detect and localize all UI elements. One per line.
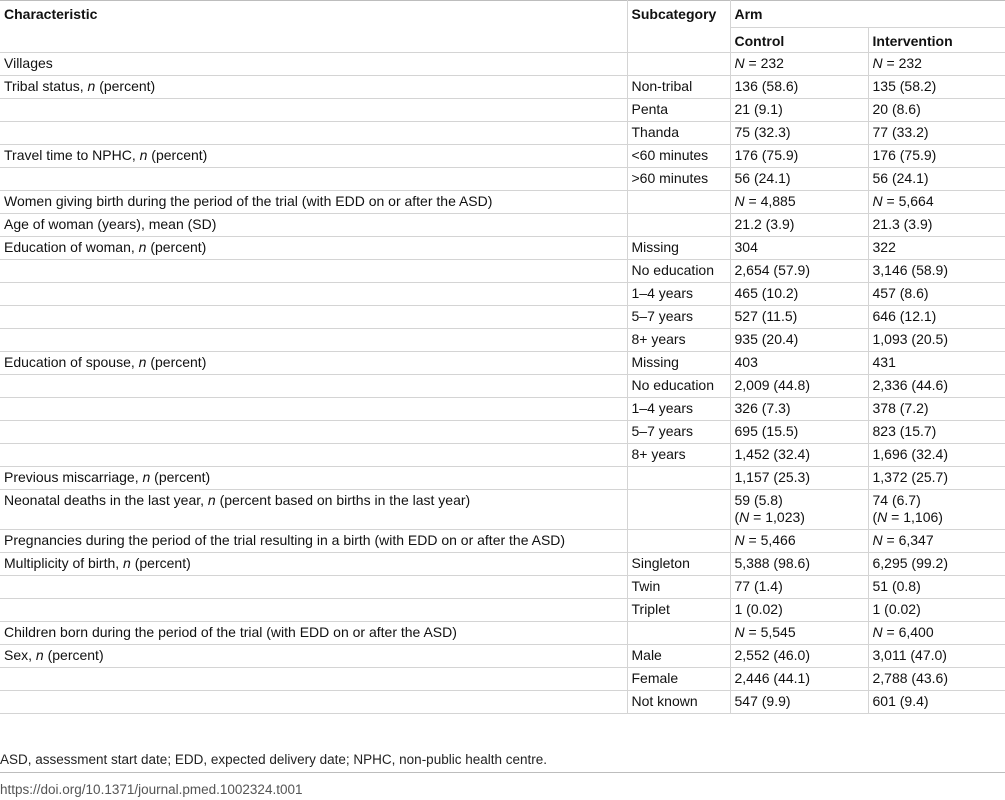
control-cell xyxy=(730,691,868,714)
control-cell xyxy=(730,622,868,645)
intervention-value: N = 232 xyxy=(872,55,922,71)
control-cell xyxy=(730,421,868,444)
characteristic-label: Sex, xyxy=(4,647,36,663)
control-cell xyxy=(730,398,868,421)
intervention-value: 378 (7.2) xyxy=(872,400,929,416)
characteristic-cell xyxy=(0,352,627,375)
control-cell xyxy=(730,260,868,283)
characteristic-cell xyxy=(0,53,627,76)
characteristic-cell xyxy=(0,444,627,467)
control-value: 1,157 (25.3) xyxy=(734,469,810,485)
characteristic-cell xyxy=(0,398,627,421)
subcategory-cell: >60 minutes xyxy=(627,168,730,191)
control-cell xyxy=(730,237,868,260)
subcategory-cell: Thanda xyxy=(627,122,730,145)
characteristic-label-tail: (percent) xyxy=(147,147,208,163)
header-arm: Arm xyxy=(730,1,1005,28)
section-row xyxy=(0,622,1005,645)
characteristic-cell xyxy=(0,622,627,645)
table-row xyxy=(0,306,1005,329)
table-row xyxy=(0,467,1005,490)
footer-divider xyxy=(0,772,1005,773)
characteristic-label: Tribal status, xyxy=(4,78,88,94)
table-row xyxy=(0,553,1005,576)
intervention-cell xyxy=(868,329,1005,352)
subcategory-cell xyxy=(627,214,730,237)
intervention-cell xyxy=(868,375,1005,398)
table-row xyxy=(0,214,1005,237)
control-value: N = 232 xyxy=(734,55,784,71)
control-value-denominator: (N = 1,023) xyxy=(734,509,805,525)
control-cell xyxy=(730,444,868,467)
characteristic-label-tail: (percent) xyxy=(95,78,156,94)
intervention-cell xyxy=(868,306,1005,329)
table-row xyxy=(0,168,1005,191)
intervention-cell xyxy=(868,622,1005,645)
intervention-cell xyxy=(868,283,1005,306)
table-row xyxy=(0,691,1005,714)
characteristic-cell xyxy=(0,421,627,444)
control-value: 304 xyxy=(734,239,758,255)
characteristic-cell xyxy=(0,329,627,352)
characteristic-n-symbol: n xyxy=(87,78,96,94)
characteristic-label: Women giving birth during the period of the trial (with EDD on or after the ASD) xyxy=(4,193,493,209)
intervention-cell xyxy=(868,260,1005,283)
header-characteristic: Characteristic xyxy=(0,1,627,53)
intervention-value: 2,336 (44.6) xyxy=(872,377,948,393)
control-value: 547 (9.9) xyxy=(734,693,791,709)
intervention-value: 176 (75.9) xyxy=(872,147,937,163)
control-value: 2,552 (46.0) xyxy=(734,647,810,663)
subcategory-cell: Twin xyxy=(627,576,730,599)
control-cell xyxy=(730,645,868,668)
characteristic-cell xyxy=(0,214,627,237)
characteristic-n-symbol: n xyxy=(138,239,147,255)
table-row xyxy=(0,668,1005,691)
intervention-value: 322 xyxy=(872,239,896,255)
control-cell xyxy=(730,145,868,168)
control-value: 75 (32.3) xyxy=(734,124,791,140)
control-cell xyxy=(730,306,868,329)
intervention-value: 3,011 (47.0) xyxy=(872,647,947,663)
control-value: 695 (15.5) xyxy=(734,423,799,439)
intervention-cell xyxy=(868,530,1005,553)
intervention-value: 1 (0.02) xyxy=(872,601,921,617)
control-value: 21.2 (3.9) xyxy=(734,216,795,232)
control-value: 1 (0.02) xyxy=(734,601,783,617)
control-cell xyxy=(730,490,868,530)
header-control: Control xyxy=(730,28,868,53)
subcategory-cell: No education xyxy=(627,375,730,398)
intervention-value: 21.3 (3.9) xyxy=(872,216,933,232)
intervention-cell xyxy=(868,99,1005,122)
intervention-cell xyxy=(868,122,1005,145)
characteristic-n-symbol: n xyxy=(139,147,148,163)
table-body xyxy=(0,53,1005,714)
control-value: 77 (1.4) xyxy=(734,578,783,594)
subcategory-cell: Missing xyxy=(627,237,730,260)
intervention-value: 823 (15.7) xyxy=(872,423,937,439)
intervention-value: N = 6,347 xyxy=(872,532,934,548)
control-value: N = 5,466 xyxy=(734,532,796,548)
intervention-value-denominator: (N = 1,106) xyxy=(872,509,943,525)
subcategory-cell: 1–4 years xyxy=(627,283,730,306)
characteristic-label-tail: (percent) xyxy=(146,354,207,370)
table-row xyxy=(0,329,1005,352)
characteristic-label: Age of woman (years), mean (SD) xyxy=(4,216,217,232)
control-cell xyxy=(730,553,868,576)
table-row xyxy=(0,421,1005,444)
intervention-cell xyxy=(868,668,1005,691)
intervention-value: 1,696 (32.4) xyxy=(872,446,948,462)
intervention-value: 1,093 (20.5) xyxy=(872,331,948,347)
characteristic-label: Neonatal deaths in the last year, xyxy=(4,492,208,508)
intervention-value: 51 (0.8) xyxy=(872,578,921,594)
intervention-value: N = 6,400 xyxy=(872,624,934,640)
intervention-cell xyxy=(868,398,1005,421)
table-row xyxy=(0,645,1005,668)
control-value: N = 5,545 xyxy=(734,624,796,640)
control-value: 59 (5.8) xyxy=(734,492,783,508)
intervention-value: 56 (24.1) xyxy=(872,170,929,186)
characteristic-cell xyxy=(0,375,627,398)
control-value: 136 (58.6) xyxy=(734,78,799,94)
doi-link[interactable]: https://doi.org/10.1371/journal.pmed.1002324.t001 xyxy=(0,782,303,797)
control-value: 176 (75.9) xyxy=(734,147,799,163)
subcategory-cell: 1–4 years xyxy=(627,398,730,421)
control-value: 527 (11.5) xyxy=(734,308,798,324)
subcategory-cell: 5–7 years xyxy=(627,306,730,329)
characteristic-n-symbol: n xyxy=(142,469,151,485)
intervention-value: 1,372 (25.7) xyxy=(872,469,948,485)
table-footnote: ASD, assessment start date; EDD, expected delivery date; NPHC, non-public health centre. xyxy=(0,752,548,767)
characteristic-label-tail: (percent) xyxy=(130,555,191,571)
subcategory-cell: 5–7 years xyxy=(627,421,730,444)
intervention-cell xyxy=(868,168,1005,191)
control-cell xyxy=(730,99,868,122)
header-intervention: Intervention xyxy=(868,28,1005,53)
control-value: 56 (24.1) xyxy=(734,170,791,186)
table-row xyxy=(0,444,1005,467)
intervention-value: 3,146 (58.9) xyxy=(872,262,948,278)
subcategory-cell: Missing xyxy=(627,352,730,375)
intervention-value: 457 (8.6) xyxy=(872,285,929,301)
subcategory-cell: No education xyxy=(627,260,730,283)
control-cell xyxy=(730,599,868,622)
intervention-value: N = 5,664 xyxy=(872,193,934,209)
characteristic-label-tail: (percent based on births in the last year) xyxy=(215,492,471,508)
table-row xyxy=(0,283,1005,306)
intervention-value: 431 xyxy=(872,354,896,370)
characteristic-cell xyxy=(0,99,627,122)
table-row xyxy=(0,599,1005,622)
intervention-value: 77 (33.2) xyxy=(872,124,929,140)
control-cell xyxy=(730,668,868,691)
control-cell xyxy=(730,191,868,214)
table-row xyxy=(0,260,1005,283)
characteristic-cell xyxy=(0,306,627,329)
intervention-value: 601 (9.4) xyxy=(872,693,929,709)
characteristic-label: Children born during the period of the trial (with EDD on or after the ASD) xyxy=(4,624,457,640)
control-cell xyxy=(730,214,868,237)
characteristic-label: Pregnancies during the period of the trial resulting in a birth (with EDD on or after the ASD) xyxy=(4,532,566,548)
characteristic-cell xyxy=(0,530,627,553)
table-row xyxy=(0,352,1005,375)
subcategory-cell: Female xyxy=(627,668,730,691)
table-row xyxy=(0,76,1005,99)
characteristic-label-tail: (percent) xyxy=(146,239,207,255)
subcategory-cell xyxy=(627,622,730,645)
characteristic-label-tail: (percent) xyxy=(150,469,211,485)
characteristic-label: Education of woman, xyxy=(4,239,139,255)
subcategory-cell: Singleton xyxy=(627,553,730,576)
characteristic-cell xyxy=(0,490,627,530)
characteristic-label: Villages xyxy=(4,55,53,71)
characteristic-cell xyxy=(0,283,627,306)
section-row xyxy=(0,191,1005,214)
subcategory-cell: <60 minutes xyxy=(627,145,730,168)
control-value: 465 (10.2) xyxy=(734,285,799,301)
intervention-value: 74 (6.7) xyxy=(872,492,921,508)
characteristic-n-symbol: n xyxy=(123,555,131,571)
header-row-1 xyxy=(0,1,1005,28)
intervention-cell xyxy=(868,145,1005,168)
characteristic-cell xyxy=(0,122,627,145)
section-row xyxy=(0,53,1005,76)
control-value: 935 (20.4) xyxy=(734,331,799,347)
control-cell xyxy=(730,122,868,145)
intervention-cell xyxy=(868,237,1005,260)
characteristic-label-tail: (percent) xyxy=(43,647,104,663)
control-cell xyxy=(730,467,868,490)
subcategory-cell: 8+ years xyxy=(627,444,730,467)
control-value: 2,446 (44.1) xyxy=(734,670,810,686)
characteristic-cell xyxy=(0,76,627,99)
characteristic-cell xyxy=(0,237,627,260)
intervention-cell xyxy=(868,421,1005,444)
subcategory-cell xyxy=(627,490,730,530)
control-value: 1,452 (32.4) xyxy=(734,446,810,462)
control-value: 5,388 (98.6) xyxy=(734,555,810,571)
control-cell xyxy=(730,53,868,76)
intervention-cell xyxy=(868,214,1005,237)
control-cell xyxy=(730,76,868,99)
intervention-value: 2,788 (43.6) xyxy=(872,670,948,686)
characteristic-n-symbol: n xyxy=(35,647,44,663)
characteristic-cell xyxy=(0,168,627,191)
intervention-value: 6,295 (99.2) xyxy=(872,555,948,571)
intervention-cell xyxy=(868,53,1005,76)
subcategory-cell xyxy=(627,530,730,553)
characteristic-cell xyxy=(0,467,627,490)
control-value: 2,654 (57.9) xyxy=(734,262,810,278)
characteristic-cell xyxy=(0,260,627,283)
table-row xyxy=(0,375,1005,398)
intervention-value: 20 (8.6) xyxy=(872,101,921,117)
subcategory-cell: Penta xyxy=(627,99,730,122)
characteristic-cell xyxy=(0,576,627,599)
intervention-cell xyxy=(868,444,1005,467)
characteristic-cell xyxy=(0,553,627,576)
header-subcategory: Subcategory xyxy=(627,1,730,53)
subcategory-cell: Not known xyxy=(627,691,730,714)
subcategory-cell: Triplet xyxy=(627,599,730,622)
subcategory-cell xyxy=(627,467,730,490)
characteristic-label: Previous miscarriage, xyxy=(4,469,143,485)
table-row xyxy=(0,237,1005,260)
control-cell xyxy=(730,530,868,553)
characteristic-cell xyxy=(0,599,627,622)
subcategory-cell: Male xyxy=(627,645,730,668)
section-row xyxy=(0,530,1005,553)
table-row xyxy=(0,122,1005,145)
intervention-cell xyxy=(868,553,1005,576)
intervention-cell xyxy=(868,467,1005,490)
intervention-cell xyxy=(868,599,1005,622)
characteristic-cell xyxy=(0,191,627,214)
characteristic-cell xyxy=(0,145,627,168)
intervention-cell xyxy=(868,352,1005,375)
table-row xyxy=(0,576,1005,599)
intervention-cell xyxy=(868,645,1005,668)
intervention-cell xyxy=(868,576,1005,599)
subcategory-cell xyxy=(627,191,730,214)
control-value: N = 4,885 xyxy=(734,193,796,209)
intervention-cell xyxy=(868,490,1005,530)
control-value: 21 (9.1) xyxy=(734,101,783,117)
control-cell xyxy=(730,283,868,306)
characteristic-n-symbol: n xyxy=(207,492,216,508)
control-value: 326 (7.3) xyxy=(734,400,791,416)
intervention-cell xyxy=(868,191,1005,214)
characteristic-n-symbol: n xyxy=(138,354,147,370)
characteristic-label: Travel time to NPHC, xyxy=(4,147,140,163)
table-row xyxy=(0,398,1005,421)
subcategory-cell: Non-tribal xyxy=(627,76,730,99)
control-cell xyxy=(730,168,868,191)
intervention-cell xyxy=(868,691,1005,714)
characteristic-label: Education of spouse, xyxy=(4,354,139,370)
control-value: 403 xyxy=(734,354,758,370)
subcategory-cell xyxy=(627,53,730,76)
intervention-value: 646 (12.1) xyxy=(872,308,937,324)
characteristic-cell xyxy=(0,668,627,691)
characteristic-cell xyxy=(0,691,627,714)
table-row xyxy=(0,490,1005,530)
table-row xyxy=(0,145,1005,168)
control-cell xyxy=(730,576,868,599)
intervention-cell xyxy=(868,76,1005,99)
control-cell xyxy=(730,329,868,352)
control-cell xyxy=(730,352,868,375)
table-row xyxy=(0,99,1005,122)
characteristic-label: Multiplicity of birth, xyxy=(4,555,124,571)
intervention-value: 135 (58.2) xyxy=(872,78,937,94)
characteristic-cell xyxy=(0,645,627,668)
control-cell xyxy=(730,375,868,398)
subcategory-cell: 8+ years xyxy=(627,329,730,352)
control-value: 2,009 (44.8) xyxy=(734,377,810,393)
